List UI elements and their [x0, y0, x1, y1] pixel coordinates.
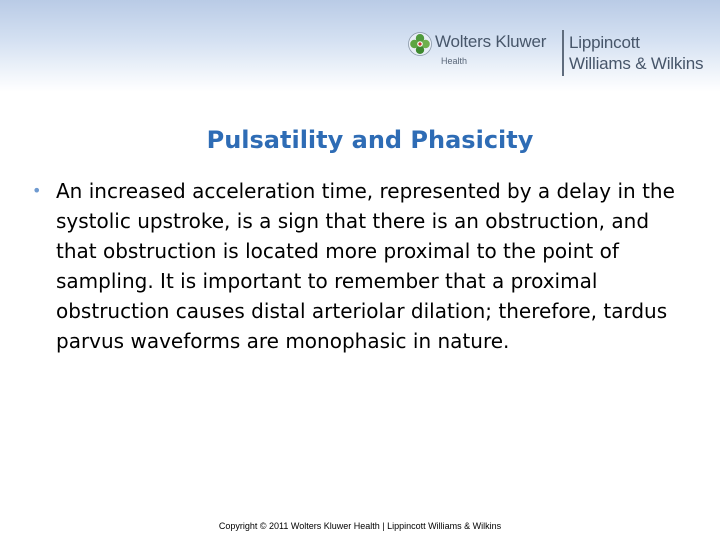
slide-title: Pulsatility and Phasicity	[206, 126, 534, 154]
logo-imprint-line1: Lippincott	[569, 33, 640, 52]
bullet-list	[30, 176, 694, 356]
bullet-item	[30, 176, 694, 356]
logo-division: Health	[441, 56, 468, 66]
wolters-kluwer-flower-icon	[408, 32, 432, 56]
logo-imprint-line2: Williams & Wilkins	[569, 54, 704, 73]
logo-divider	[562, 30, 564, 76]
bullet-dot-icon: •	[32, 181, 42, 200]
publisher-logo	[408, 30, 718, 80]
bullet-text: An increased acceleration time, represented by a delay in the systolic upstroke, is a sign that there is an obstruction, and that obstruction is located more proximal to the point of sampling. It is important to remember that a proximal obstruction causes distal arteriolar dilation; therefore, tardus parvus waveforms are monophasic in nature.	[56, 179, 675, 353]
copyright-footer: Copyright © 2011 Wolters Kluwer Health | Lippincott Williams & Wilkins	[218, 521, 502, 531]
logo-company-name: Wolters Kluwer	[435, 32, 547, 51]
